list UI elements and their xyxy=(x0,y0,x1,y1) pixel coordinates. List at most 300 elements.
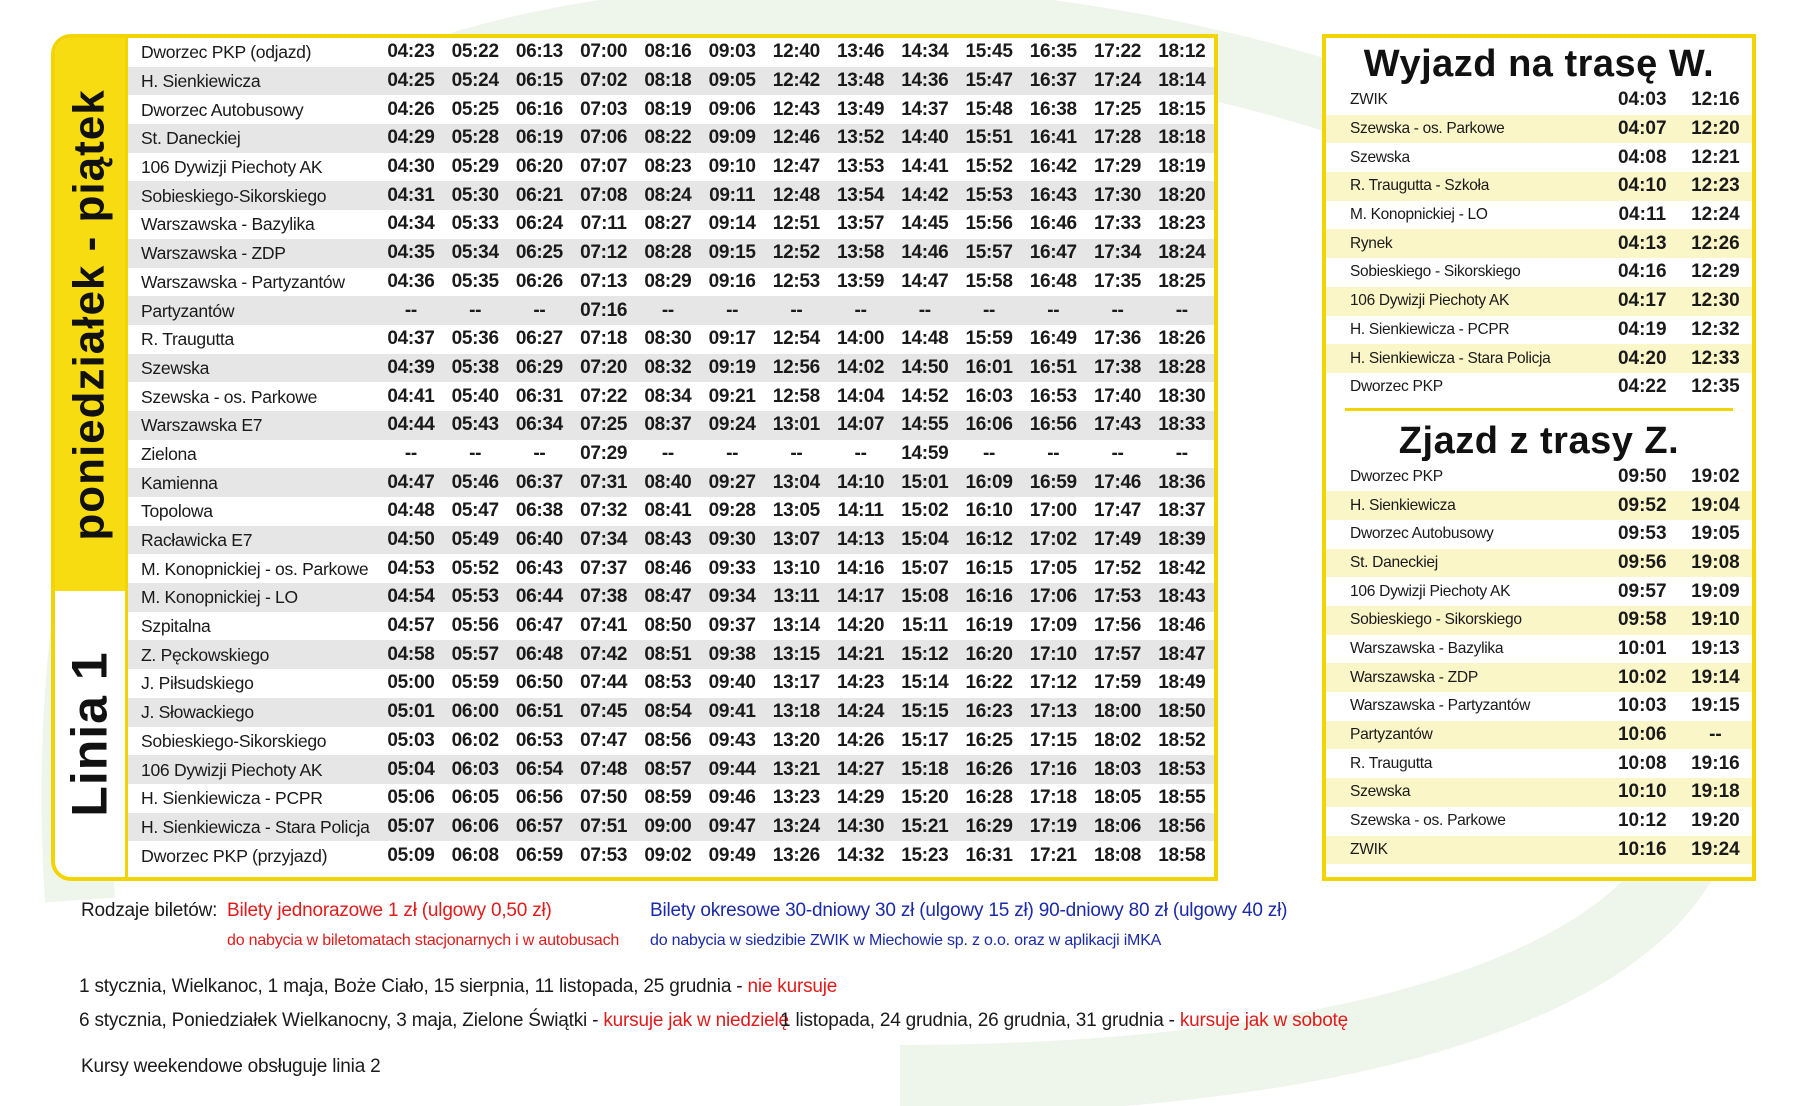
departure-time: -- xyxy=(1085,296,1149,325)
departure-time: 08:27 xyxy=(636,210,700,239)
schedule-row xyxy=(128,440,1214,469)
departure-time: 09:47 xyxy=(700,813,764,842)
departure-time: 09:41 xyxy=(700,698,764,727)
stop-name: Warszawska - Partyzantów xyxy=(128,268,379,297)
departure-time: 18:30 xyxy=(1150,382,1214,411)
stop-name: Warszawska - Bazylika xyxy=(128,210,379,239)
departure-time: 18:53 xyxy=(1150,755,1214,784)
departure-time: -- xyxy=(893,296,957,325)
stop-name: Dworzec Autobusowy xyxy=(1350,525,1494,543)
departure-time: 12:54 xyxy=(764,325,828,354)
departure-time: 09:44 xyxy=(700,755,764,784)
departure-time: 14:20 xyxy=(828,612,892,641)
departure-time: 08:23 xyxy=(636,153,700,182)
departure-time: 14:46 xyxy=(893,239,957,268)
departure-time: 17:00 xyxy=(1021,497,1085,526)
departure-time: 08:53 xyxy=(636,669,700,698)
wyjazd-row xyxy=(1326,143,1752,172)
departure-time: 09:33 xyxy=(700,554,764,583)
schedule-row xyxy=(128,153,1214,182)
departure-time: 04:22 xyxy=(1617,376,1667,398)
departure-time: 08:51 xyxy=(636,640,700,669)
stop-name: Warszawska - ZDP xyxy=(1326,663,1606,692)
departure-time: 15:51 xyxy=(957,124,1021,153)
departure-time: 04:19 xyxy=(1617,318,1667,340)
departure-time: 18:33 xyxy=(1150,411,1214,440)
departure-time: 08:40 xyxy=(636,468,700,497)
departure-time: 07:34 xyxy=(572,526,636,555)
departure-time: 07:29 xyxy=(572,440,636,469)
departure-time: 06:53 xyxy=(507,727,571,756)
departure-time: 13:52 xyxy=(828,124,892,153)
departure-time: -- xyxy=(764,296,828,325)
departure-time: 18:39 xyxy=(1150,526,1214,555)
departure-time: 15:48 xyxy=(957,95,1021,124)
departure-time: 16:26 xyxy=(957,755,1021,784)
departure-time: 06:25 xyxy=(507,239,571,268)
departure-time: 14:13 xyxy=(828,526,892,555)
departure-time: -- xyxy=(443,296,507,325)
departure-time: 05:25 xyxy=(443,95,507,124)
departure-time: 04:34 xyxy=(379,210,443,239)
stop-name: Rynek xyxy=(1326,229,1606,258)
departure-time: 13:59 xyxy=(828,268,892,297)
departure-time: 09:02 xyxy=(636,841,700,870)
departure-time: 19:16 xyxy=(1691,752,1740,774)
departure-time: 04:35 xyxy=(379,239,443,268)
departure-time: 10:02 xyxy=(1606,663,1679,692)
holiday-line-2 xyxy=(79,1010,789,1032)
departure-time: 04:08 xyxy=(1617,146,1667,168)
departure-time: 04:03 xyxy=(1617,89,1667,111)
departure-time: 16:35 xyxy=(1021,38,1085,67)
departure-time: 13:24 xyxy=(764,813,828,842)
departure-time: 15:07 xyxy=(893,554,957,583)
departure-time: 09:49 xyxy=(700,841,764,870)
departure-time: 09:30 xyxy=(700,526,764,555)
departure-time: 09:46 xyxy=(700,784,764,813)
departure-time: 04:54 xyxy=(379,583,443,612)
departure-time: 13:04 xyxy=(764,468,828,497)
departure-time: 07:06 xyxy=(572,124,636,153)
departure-time: 13:54 xyxy=(828,181,892,210)
departure-time: 07:42 xyxy=(572,640,636,669)
departure-time: 14:26 xyxy=(828,727,892,756)
departure-time: 06:51 xyxy=(507,698,571,727)
wyjazd-row xyxy=(1326,115,1752,144)
departure-time: 15:12 xyxy=(893,640,957,669)
departure-time: 07:08 xyxy=(572,181,636,210)
departure-time: 16:59 xyxy=(1021,468,1085,497)
wyjazd-title: Wyjazd na trasę W. xyxy=(1363,43,1715,85)
departure-time: 17:05 xyxy=(1021,554,1085,583)
stop-name: H. Sienkiewicza - Stara Policja xyxy=(128,813,379,842)
departure-time: 14:32 xyxy=(828,841,892,870)
departure-time: -- xyxy=(636,296,700,325)
departure-time: 18:23 xyxy=(1150,210,1214,239)
departure-time: 09:38 xyxy=(700,640,764,669)
departure-time: 08:34 xyxy=(636,382,700,411)
departure-time: 17:57 xyxy=(1085,640,1149,669)
departure-time: 16:22 xyxy=(957,669,1021,698)
zjazd-row xyxy=(1326,491,1752,520)
schedule-row xyxy=(128,784,1214,813)
schedule-row xyxy=(128,813,1214,842)
schedule-row xyxy=(128,526,1214,555)
stop-name: St. Daneckiej xyxy=(1326,549,1606,578)
departure-time: 07:02 xyxy=(572,67,636,96)
period-ticket-note: do nabycia w siedzibie ZWIK w Miechowie sp. z o.o. oraz w aplikacji iMKA xyxy=(650,932,1162,949)
departure-time: 13:18 xyxy=(764,698,828,727)
stop-name: 106 Dywizji Piechoty AK xyxy=(1350,582,1511,600)
departure-time: 15:59 xyxy=(957,325,1021,354)
departure-time: 07:07 xyxy=(572,153,636,182)
departure-time: 13:15 xyxy=(764,640,828,669)
departure-time: 06:48 xyxy=(507,640,571,669)
departure-time: 18:20 xyxy=(1150,181,1214,210)
departure-time: 08:16 xyxy=(636,38,700,67)
departure-time: 17:13 xyxy=(1021,698,1085,727)
wyjazd-table xyxy=(1326,86,1752,402)
departure-time: 05:01 xyxy=(379,698,443,727)
departure-time: 04:23 xyxy=(379,38,443,67)
departure-time: 05:56 xyxy=(443,612,507,641)
period-ticket-info: Bilety okresowe 30-dniowy 30 zł (ulgowy 15 zł) 90-dniowy 80 zł (ulgowy 40 zł) xyxy=(650,900,1288,921)
departure-time: 07:47 xyxy=(572,727,636,756)
departure-time: 14:42 xyxy=(893,181,957,210)
stop-name: Szewska - os. Parkowe xyxy=(1326,115,1606,144)
schedule-row xyxy=(128,38,1214,67)
departure-time: 06:31 xyxy=(507,382,571,411)
departure-time: 17:35 xyxy=(1085,268,1149,297)
departure-time: 14:29 xyxy=(828,784,892,813)
departure-time: 18:42 xyxy=(1150,554,1214,583)
departure-time: 04:44 xyxy=(379,411,443,440)
departure-time: -- xyxy=(507,440,571,469)
departure-time: 19:14 xyxy=(1679,663,1752,692)
departure-time: 13:21 xyxy=(764,755,828,784)
stop-name: H. Sienkiewicza xyxy=(128,67,379,96)
departure-time: 05:33 xyxy=(443,210,507,239)
schedule-row xyxy=(128,698,1214,727)
stop-name: Topolowa xyxy=(128,497,379,526)
stop-name: Szpitalna xyxy=(128,612,379,641)
zjazd-row xyxy=(1326,463,1752,492)
departure-time: 13:10 xyxy=(764,554,828,583)
departure-time: 16:19 xyxy=(957,612,1021,641)
departure-time: -- xyxy=(1085,440,1149,469)
departure-time: 18:55 xyxy=(1150,784,1214,813)
departure-time: 16:01 xyxy=(957,354,1021,383)
departure-time: 17:52 xyxy=(1085,554,1149,583)
departure-time: 17:12 xyxy=(1021,669,1085,698)
departure-time: -- xyxy=(1150,296,1214,325)
departure-time: 13:49 xyxy=(828,95,892,124)
line-label: Linia 1 xyxy=(62,651,118,817)
departure-time: 18:47 xyxy=(1150,640,1214,669)
departure-time: -- xyxy=(507,296,571,325)
stop-name: R. Traugutta - Szkoła xyxy=(1326,172,1606,201)
holiday-line-1 xyxy=(79,976,837,998)
departure-time: 05:35 xyxy=(443,268,507,297)
departure-time: -- xyxy=(828,296,892,325)
departure-time: 19:05 xyxy=(1691,523,1740,545)
departure-time: 08:43 xyxy=(636,526,700,555)
departure-time: 14:10 xyxy=(828,468,892,497)
departure-time: 13:14 xyxy=(764,612,828,641)
single-ticket-note: do nabycia w biletomatach stacjonarnych i w autobusach xyxy=(227,932,620,949)
departure-time: 06:34 xyxy=(507,411,571,440)
stop-name: Sobieskiego-Sikorskiego xyxy=(128,181,379,210)
departure-time: -- xyxy=(957,296,1021,325)
departure-time: 16:20 xyxy=(957,640,1021,669)
departure-time: 09:57 xyxy=(1617,580,1667,602)
departure-time: 06:44 xyxy=(507,583,571,612)
departure-time: 14:55 xyxy=(893,411,957,440)
stop-name: Szewska xyxy=(1326,778,1606,807)
departure-time: 17:10 xyxy=(1021,640,1085,669)
schedule-row xyxy=(128,296,1214,325)
departure-time: 16:46 xyxy=(1021,210,1085,239)
departure-time: 04:26 xyxy=(379,95,443,124)
zjazd-row xyxy=(1326,663,1752,692)
departure-time: 19:18 xyxy=(1679,778,1752,807)
departure-time: 18:05 xyxy=(1085,784,1149,813)
departure-time: 08:32 xyxy=(636,354,700,383)
stop-name: Sobieskiego - Sikorskiego xyxy=(1350,263,1521,281)
departure-time: 08:28 xyxy=(636,239,700,268)
departure-time: 18:15 xyxy=(1150,95,1214,124)
departure-time: 18:28 xyxy=(1150,354,1214,383)
zjazd-row xyxy=(1326,606,1752,635)
departure-time: 09:56 xyxy=(1606,549,1679,578)
departure-time: 07:16 xyxy=(572,296,636,325)
departure-time: 08:46 xyxy=(636,554,700,583)
departure-time: 04:10 xyxy=(1606,172,1679,201)
departure-time: 10:06 xyxy=(1606,721,1679,750)
weekend-note: Kursy weekendowe obsługuje linia 2 xyxy=(81,1056,381,1077)
departure-time: 07:38 xyxy=(572,583,636,612)
zjazd-row xyxy=(1326,692,1752,721)
departure-time: 15:47 xyxy=(957,67,1021,96)
departure-time: 15:01 xyxy=(893,468,957,497)
departure-time: 12:43 xyxy=(764,95,828,124)
departure-time: -- xyxy=(443,440,507,469)
departure-time: 19:04 xyxy=(1679,491,1752,520)
departure-time: 19:02 xyxy=(1691,465,1740,487)
departure-time: 12:58 xyxy=(764,382,828,411)
departure-time: 05:46 xyxy=(443,468,507,497)
departure-time: 04:41 xyxy=(379,382,443,411)
departure-time: 12:20 xyxy=(1679,115,1752,144)
departure-time: 04:11 xyxy=(1618,204,1667,226)
departure-time: 18:06 xyxy=(1085,813,1149,842)
departure-time: 14:21 xyxy=(828,640,892,669)
stop-name: M. Konopnickiej - LO xyxy=(1350,206,1488,224)
departure-time: 13:48 xyxy=(828,67,892,96)
departure-time: 19:10 xyxy=(1679,606,1752,635)
departure-time: 12:56 xyxy=(764,354,828,383)
schedule-row xyxy=(128,554,1214,583)
departure-time: 16:23 xyxy=(957,698,1021,727)
departure-time: 17:25 xyxy=(1085,95,1149,124)
departure-time: 15:15 xyxy=(893,698,957,727)
departure-time: 04:17 xyxy=(1606,287,1679,316)
departure-time: 05:52 xyxy=(443,554,507,583)
stop-name: Sobieskiego - Sikorskiego xyxy=(1326,606,1606,635)
departure-time: 17:47 xyxy=(1085,497,1149,526)
schedule-row xyxy=(128,612,1214,641)
departure-time: 12:48 xyxy=(764,181,828,210)
departure-time: 07:03 xyxy=(572,95,636,124)
holiday-saturday-dates: 1 listopada, 24 grudnia, 26 grudnia, 31 grudnia - xyxy=(780,1010,1180,1031)
departure-time: 13:01 xyxy=(764,411,828,440)
departure-time: 15:45 xyxy=(957,38,1021,67)
departure-time: 12:35 xyxy=(1691,376,1740,398)
stop-name: Szewska xyxy=(1350,148,1410,166)
departure-time: 16:29 xyxy=(957,813,1021,842)
departure-time: 14:11 xyxy=(828,497,892,526)
departure-time: 06:50 xyxy=(507,669,571,698)
departure-time: 05:29 xyxy=(443,153,507,182)
departure-time: -- xyxy=(379,296,443,325)
departure-time: 16:03 xyxy=(957,382,1021,411)
departure-time: 04:48 xyxy=(379,497,443,526)
departure-time: 16:10 xyxy=(957,497,1021,526)
schedule-row xyxy=(128,583,1214,612)
departure-time: 08:37 xyxy=(636,411,700,440)
departure-time: 09:34 xyxy=(700,583,764,612)
stop-name: H. Sienkiewicza - PCPR xyxy=(1350,320,1510,338)
departure-time: 15:58 xyxy=(957,268,1021,297)
departure-time: 12:53 xyxy=(764,268,828,297)
departure-time: 18:52 xyxy=(1150,727,1214,756)
departure-time: 17:43 xyxy=(1085,411,1149,440)
departure-time: 12:32 xyxy=(1691,318,1740,340)
stop-name: ZWIK xyxy=(1350,91,1388,109)
departure-time: 05:28 xyxy=(443,124,507,153)
wyjazd-row xyxy=(1326,316,1752,345)
departure-time: 09:09 xyxy=(700,124,764,153)
departure-time: 09:53 xyxy=(1617,523,1667,545)
departure-time: 15:21 xyxy=(893,813,957,842)
departure-time: 06:00 xyxy=(443,698,507,727)
departure-time: 07:48 xyxy=(572,755,636,784)
departure-time: 16:16 xyxy=(957,583,1021,612)
departure-time: 17:40 xyxy=(1085,382,1149,411)
departure-time: 06:43 xyxy=(507,554,571,583)
departure-time: 08:18 xyxy=(636,67,700,96)
stop-name: 106 Dywizji Piechoty AK xyxy=(128,755,379,784)
departure-time: -- xyxy=(379,440,443,469)
departure-time: 15:56 xyxy=(957,210,1021,239)
departure-time: 17:59 xyxy=(1085,669,1149,698)
zjazd-row xyxy=(1326,749,1752,778)
departure-time: 09:58 xyxy=(1606,606,1679,635)
departure-time: 14:47 xyxy=(893,268,957,297)
departure-time: 17:09 xyxy=(1021,612,1085,641)
holiday-sunday-dates: 6 stycznia, Poniedziałek Wielkanocny, 3 maja, Zielone Świątki - xyxy=(79,1010,604,1031)
holiday-saturday-note: kursuje jak w sobotę xyxy=(1179,1010,1349,1031)
departure-time: 07:32 xyxy=(572,497,636,526)
departure-time: 07:25 xyxy=(572,411,636,440)
departure-time: 17:15 xyxy=(1021,727,1085,756)
departure-time: 14:30 xyxy=(828,813,892,842)
departure-time: 17:30 xyxy=(1085,181,1149,210)
departure-time: 18:36 xyxy=(1150,468,1214,497)
departure-time: 14:50 xyxy=(893,354,957,383)
stop-name: Partyzantów xyxy=(128,296,379,325)
departure-time: 16:43 xyxy=(1021,181,1085,210)
days-label-panel xyxy=(55,38,125,591)
departure-time: 05:59 xyxy=(443,669,507,698)
departure-time: 09:14 xyxy=(700,210,764,239)
schedule-row xyxy=(128,382,1214,411)
departure-time: 16:53 xyxy=(1021,382,1085,411)
departure-time: 04:57 xyxy=(379,612,443,641)
departure-time: 17:16 xyxy=(1021,755,1085,784)
departure-time: 16:56 xyxy=(1021,411,1085,440)
panel-separator xyxy=(1345,408,1733,411)
holiday-sunday-note: kursuje jak w niedzielę xyxy=(603,1010,789,1031)
stop-name: Warszawska - Bazylika xyxy=(1350,640,1504,658)
departure-time: 07:41 xyxy=(572,612,636,641)
weekday-timetable xyxy=(51,34,1218,881)
zjazd-row xyxy=(1326,836,1752,865)
departure-time: 17:21 xyxy=(1021,841,1085,870)
departure-time: 04:39 xyxy=(379,354,443,383)
departure-time: 16:12 xyxy=(957,526,1021,555)
departure-time: 06:24 xyxy=(507,210,571,239)
holiday-line-3 xyxy=(780,1010,1348,1032)
stop-name: Warszawska - Partyzantów xyxy=(1350,697,1531,715)
departure-time: 15:20 xyxy=(893,784,957,813)
departure-time: 04:29 xyxy=(379,124,443,153)
departure-time: 18:25 xyxy=(1150,268,1214,297)
departure-time: 16:25 xyxy=(957,727,1021,756)
stop-name: Dworzec Autobusowy xyxy=(128,95,379,124)
departure-time: 17:36 xyxy=(1085,325,1149,354)
departure-time: 09:50 xyxy=(1617,465,1667,487)
stop-name: H. Sienkiewicza - Stara Policja xyxy=(1326,344,1606,373)
departure-time: 16:41 xyxy=(1021,124,1085,153)
stop-name: Dworzec PKP (przyjazd) xyxy=(128,841,379,870)
departure-time: 07:51 xyxy=(572,813,636,842)
schedule-row xyxy=(128,124,1214,153)
departure-time: 15:57 xyxy=(957,239,1021,268)
departure-time: 15:08 xyxy=(893,583,957,612)
departure-time: 05:04 xyxy=(379,755,443,784)
departure-time: 08:30 xyxy=(636,325,700,354)
zjazd-row xyxy=(1326,807,1752,836)
wyjazd-row xyxy=(1326,172,1752,201)
departure-time: 05:47 xyxy=(443,497,507,526)
departure-time: 16:37 xyxy=(1021,67,1085,96)
departure-time: 12:40 xyxy=(764,38,828,67)
stop-name: R. Traugutta xyxy=(1350,754,1433,772)
departure-time: 05:57 xyxy=(443,640,507,669)
departure-time: 14:37 xyxy=(893,95,957,124)
departure-time: -- xyxy=(700,440,764,469)
departure-time: 06:16 xyxy=(507,95,571,124)
departure-time: 05:22 xyxy=(443,38,507,67)
departure-time: 06:54 xyxy=(507,755,571,784)
departure-time: 05:38 xyxy=(443,354,507,383)
departure-time: 18:19 xyxy=(1150,153,1214,182)
departure-time: 17:18 xyxy=(1021,784,1085,813)
departure-time: 04:25 xyxy=(379,67,443,96)
stop-name: Partyzantów xyxy=(1326,721,1606,750)
